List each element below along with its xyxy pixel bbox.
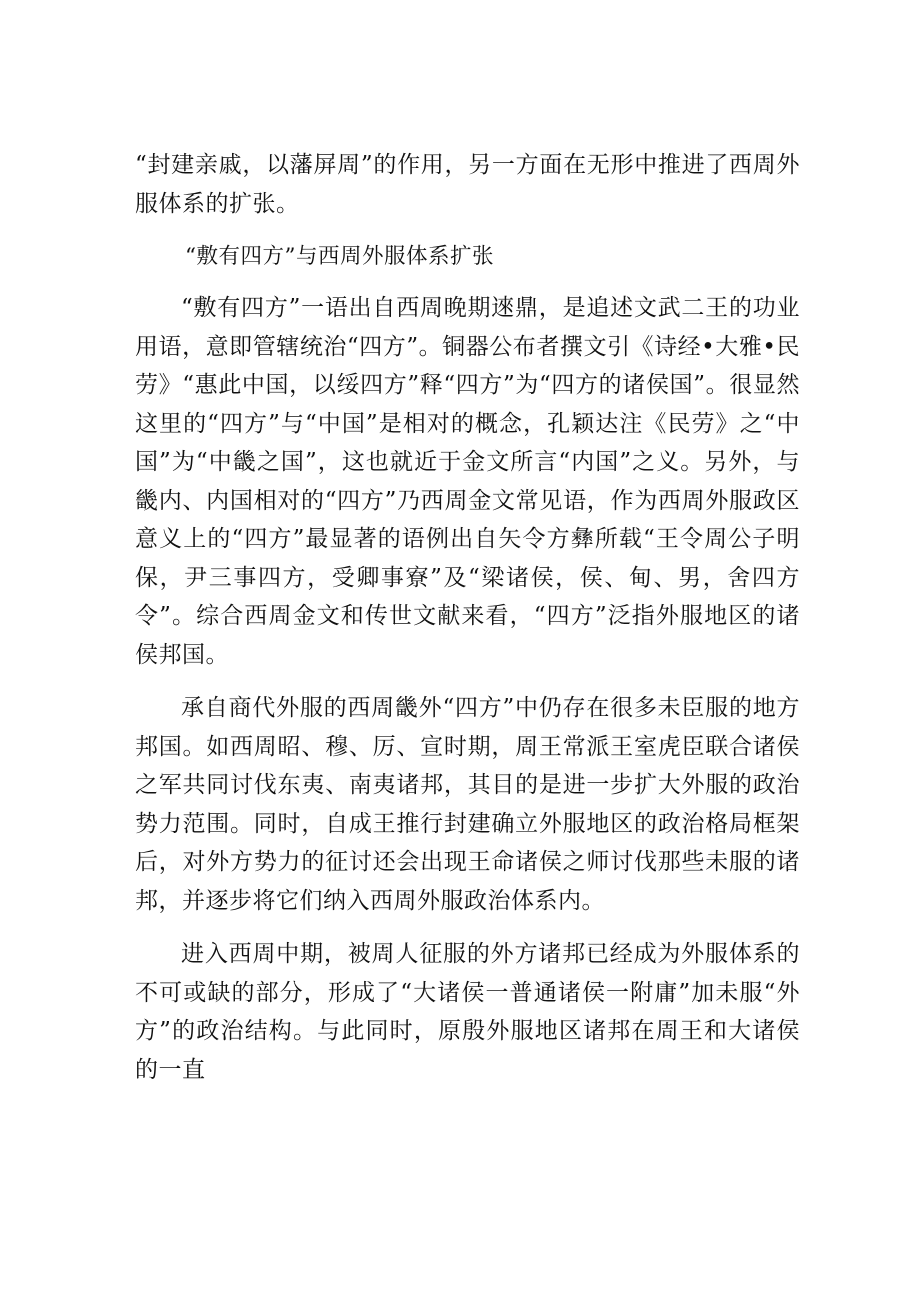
paragraph-continuation: “封建亲戚，以藩屏周”的作用，另一方面在无形中推进了西周外服体系的扩张。 xyxy=(135,152,800,217)
paragraph-waifang: 承自商代外服的西周畿外“四方”中仍存在很多未臣服的地方邦国。如西周昭、穆、厉、宣时期，周王常派王室虎臣联合诸侯之军共同讨伐东夷、南夷诸邦，其目的是进一步扩大外服的政治势力范围。同时，自成王推行封建确立外服地区的政治格局框架后，对外方势力的征讨还会出现王命诸侯之师讨伐那些未服的诸邦，并逐步将它们纳入西周外服政治体系内。 xyxy=(135,695,800,914)
document-page xyxy=(135,146,800,1089)
paragraph-sifang: “敷有四方”一语出自西周晚期逨鼎，是追述文武二王的功业用语，意即管辖统治“四方”。铜器公布者撰文引《诗经•大雅•民劳》“惠此中国，以绥四方”释“四方”为“四方的诸侯国”。很显然这里的“四方”与“中国”是相对的概念，孔颖达注《民劳》之“中国”为“中畿之国”，这也就近于金文所言“内国”之义。另外，与畿内、内国相对的“四方”乃西周金文常见语，作为西周外服政区意义上的“四方”最显著的语例出自矢令方彝所载“王令周公子明保，尹三事四方，受卿事寮”及“梁诸侯，侯、甸、男，舍四方令”。综合西周金文和传世文献来看，“四方”泛指外服地区的诸侯邦国。 xyxy=(135,295,800,668)
section-heading: “敷有四方”与西周外服体系扩张 xyxy=(185,244,494,269)
paragraph-zhongqi: 进入西周中期，被周人征服的外方诸邦已经成为外服体系的不可或缺的部分，形成了“大诸侯一普通诸侯一附庸”加未服“外方”的政治结构。与此同时，原殷外服地区诸邦在周王和大诸侯的一直 xyxy=(135,941,800,1083)
